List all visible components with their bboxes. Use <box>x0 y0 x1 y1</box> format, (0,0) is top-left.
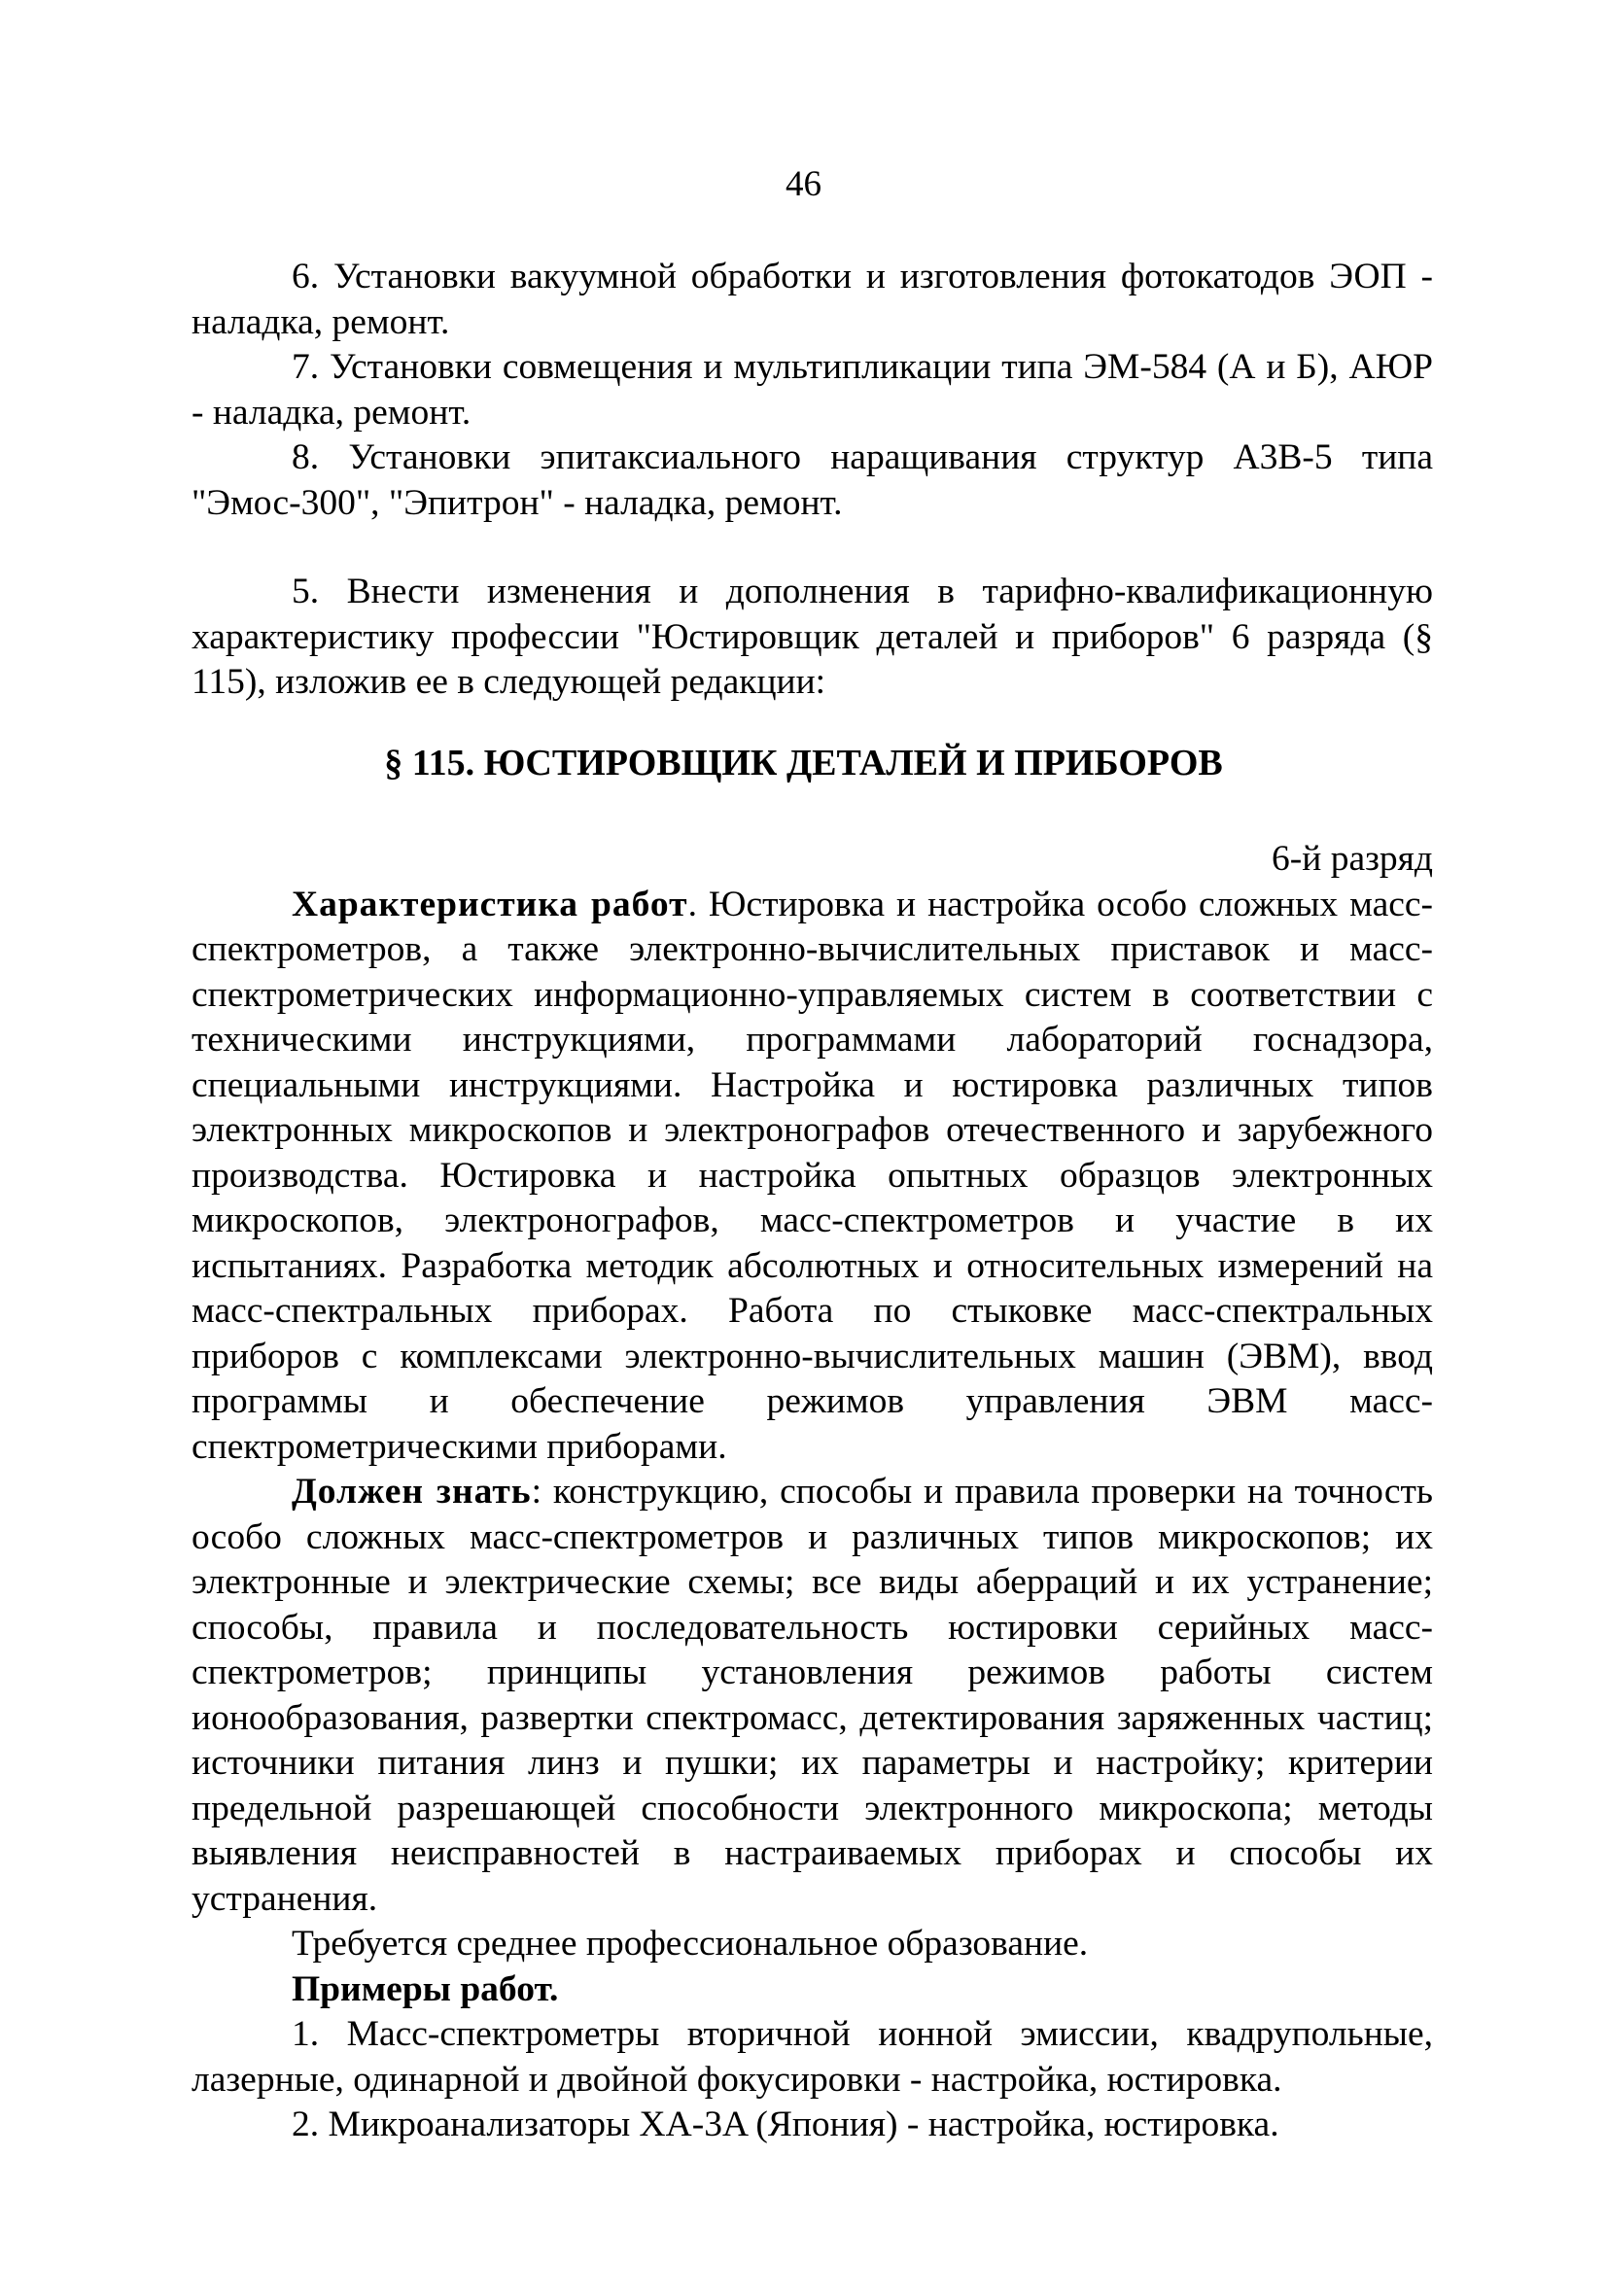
amendment-paragraph <box>192 570 1433 706</box>
list-item: 8. Установки эпитаксиального наращивания структур А3В-5 типа "Эмос-300", "Эпитрон" - наладка, ремонт. <box>192 437 1433 523</box>
equipment-list <box>192 255 1433 526</box>
section-title: § 115. ЮСТИРОВЩИК ДЕТАЛЕЙ И ПРИБОРОВ <box>384 743 1223 783</box>
characteristics-text: . Юстировка и настройка особо сложных масс-спектрометров, а также электронно-вычислительных приставок и масс-спектрометрических информационно-управляемых систем в соответствии с техническими инструкциями, программами лабораторий госнадзора, специальными инструкциями. Настройка и юстировка различных типов электронных микроскопов и электронографов отечественного и зарубежного производства. Юстировка и настройка опытных образцов электронных микроскопов, электронографов, масс-спектрометров и участие в их испытаниях. Разработка методик абсолютных и относительных измерений на масс-спектральных приборах. Работа по стыковке масс-спектральных приборов с комплексами электронно-вычислительных машин (ЭВМ), ввод программы и обеспечение режимов управления ЭВМ масс-спектрометрическими приборами. <box>192 884 1433 1467</box>
page-number: 46 <box>786 164 821 204</box>
must-know-paragraph <box>192 1470 1433 1922</box>
characteristics-label: Характеристика работ <box>292 884 688 924</box>
list-item: 6. Установки вакуумной обработки и изготовления фотокатодов ЭОП - наладка, ремонт. <box>192 257 1433 342</box>
list-item: 7. Установки совмещения и мультипликации типа ЭМ-584 (А и Б), АЮР - наладка, ремонт. <box>192 347 1433 433</box>
examples-heading: Примеры работ. <box>292 1968 559 2009</box>
education-requirement: Требуется среднее профессиональное образование. <box>292 1924 1089 1964</box>
example-item: 2. Микроанализаторы XA-3A (Япония) - настройка, юстировка. <box>292 2105 1279 2144</box>
item-5: 5. Внести изменения и дополнения в тарифно-квалификационную характеристику профессии "Юстировщик деталей и приборов" 6 разряда (§ 115), изложив ее в следующей редакции: <box>192 572 1433 702</box>
characteristics-paragraph <box>192 883 1433 1471</box>
must-know-label: Должен знать <box>292 1472 532 1512</box>
example-item: 1. Масс-спектрометры вторичной ионной эмиссии, квадрупольные, лазерные, одинарной и двойной фокусировки - настройка, юстировка. <box>192 2014 1433 2100</box>
grade: 6-й разряд <box>1272 839 1433 879</box>
must-know-text: : конструкцию, способы и правила проверки на точность особо сложных масс-спектрометров и различных типов микроскопов; их электронные и электрические схемы; все виды аберраций и их устранение; способы, правила и последовательность юстировки серийных масс-спектрометров; принципы установления режимов работы систем ионообразования, развертки спектромасс, детектирования заряженных частиц; источники питания линз и пушки; их параметры и настройку; критерии предельной разрешающей способности электронного микроскопа; методы выявления неисправностей в настраиваемых приборах и способы их устранения. <box>192 1472 1433 1919</box>
section-body <box>192 837 1433 2148</box>
